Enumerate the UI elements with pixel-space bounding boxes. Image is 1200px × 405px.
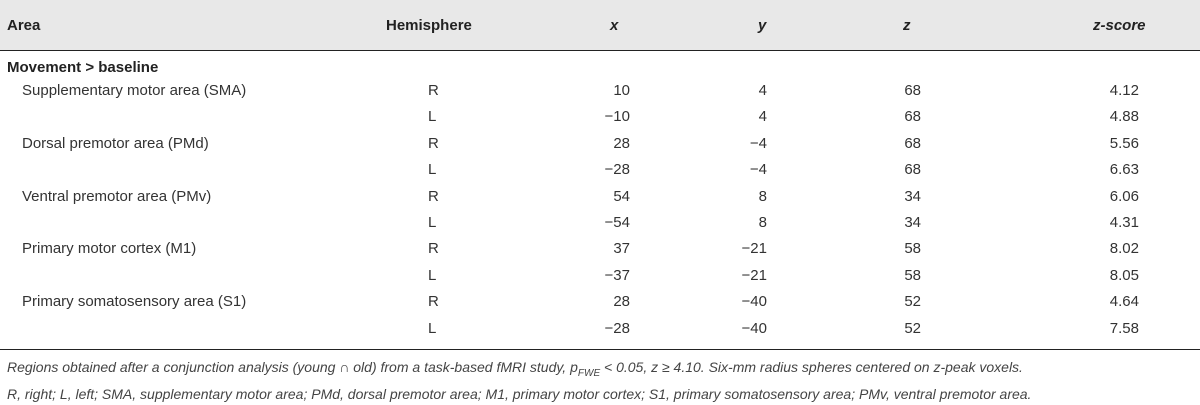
- cell-y: 4: [758, 82, 767, 99]
- cell-z: 68: [904, 161, 921, 179]
- cell-hemisphere: R: [428, 187, 439, 205]
- cell-z: 68: [904, 134, 921, 152]
- cell-y: −21: [741, 240, 767, 258]
- footnote-prefix: Regions obtained after a conjunction analysis (young ∩ old) from a task-based fMRI study, p: [7, 359, 578, 375]
- cell-hemisphere: R: [428, 293, 439, 311]
- cell-hemisphere: L: [428, 161, 437, 179]
- cell-zscore: 7.58: [1109, 319, 1139, 337]
- cell-zscore: 5.56: [1109, 134, 1139, 152]
- cell-y: −4: [749, 134, 767, 152]
- cell-zscore: 8.05: [1109, 266, 1139, 284]
- table-footnote: [7, 357, 1195, 405]
- header-y: y: [758, 17, 767, 34]
- cell-z: 58: [904, 266, 921, 284]
- footnote-suffix: < 0.05, z ≥ 4.10. Six-mm radius spheres centered on z-peak voxels.: [600, 359, 1023, 375]
- cell-zscore: 8.02: [1109, 240, 1139, 258]
- cell-y: 4: [758, 108, 767, 126]
- cell-hemisphere: L: [428, 266, 437, 284]
- cell-z: 58: [904, 240, 921, 258]
- cell-area: Supplementary motor area (SMA): [22, 82, 247, 99]
- footnote-line-2: R, right; L, left; SMA, supplementary motor area; PMd, dorsal premotor area; M1, primary motor cortex; S1, primary somatosensory area; PMv, ventral premotor area.: [7, 385, 1032, 402]
- cell-hemisphere: L: [428, 319, 437, 337]
- cell-x: 54: [613, 187, 630, 205]
- cell-area: Primary motor cortex (M1): [22, 240, 197, 258]
- header-area: Area: [7, 17, 41, 34]
- cell-zscore: 4.64: [1109, 293, 1139, 311]
- cell-hemisphere: R: [428, 82, 439, 99]
- section-title: Movement > baseline: [7, 59, 159, 76]
- cell-zscore: 4.88: [1109, 108, 1139, 126]
- header-z: z: [903, 17, 911, 34]
- footnote-subscript: FWE: [577, 367, 601, 379]
- cell-x: 37: [613, 240, 630, 258]
- cell-y: −21: [741, 266, 767, 284]
- cell-x: −37: [604, 266, 630, 284]
- cell-y: 8: [758, 187, 767, 205]
- cell-zscore: 6.63: [1109, 161, 1139, 179]
- cell-zscore: 4.12: [1109, 82, 1139, 99]
- bottom-rule: [0, 349, 1200, 350]
- cell-area: Dorsal premotor area (PMd): [22, 134, 209, 152]
- cell-y: 8: [758, 214, 767, 231]
- cell-z: 34: [904, 214, 921, 231]
- cell-x: 28: [613, 134, 630, 152]
- cell-hemisphere: L: [428, 214, 437, 231]
- cell-y: −40: [741, 319, 767, 337]
- cell-x: −28: [604, 161, 630, 179]
- cell-hemisphere: R: [428, 134, 439, 152]
- cell-y: −40: [741, 293, 767, 311]
- cell-x: −10: [604, 108, 630, 126]
- cell-hemisphere: L: [428, 108, 437, 126]
- cell-x: 28: [613, 293, 630, 311]
- cell-x: −54: [604, 214, 630, 231]
- cell-z: 68: [904, 82, 921, 99]
- header-hemisphere: Hemisphere: [386, 17, 472, 34]
- cell-area: Ventral premotor area (PMv): [22, 187, 212, 205]
- cell-z: 68: [904, 108, 921, 126]
- header-zscore: z-score: [1093, 17, 1146, 34]
- cell-zscore: 6.06: [1109, 187, 1139, 205]
- table-header: [0, 0, 1200, 51]
- cell-area: Primary somatosensory area (S1): [22, 293, 247, 311]
- header-x: x: [610, 17, 619, 34]
- cell-zscore: 4.31: [1109, 214, 1139, 231]
- cell-z: 52: [904, 293, 921, 311]
- cell-x: 10: [613, 82, 630, 99]
- cell-z: 52: [904, 319, 921, 337]
- cell-x: −28: [604, 319, 630, 337]
- footnote-line-1: [7, 357, 1195, 384]
- cell-y: −4: [749, 161, 767, 179]
- cell-z: 34: [904, 187, 921, 205]
- cell-hemisphere: R: [428, 240, 439, 258]
